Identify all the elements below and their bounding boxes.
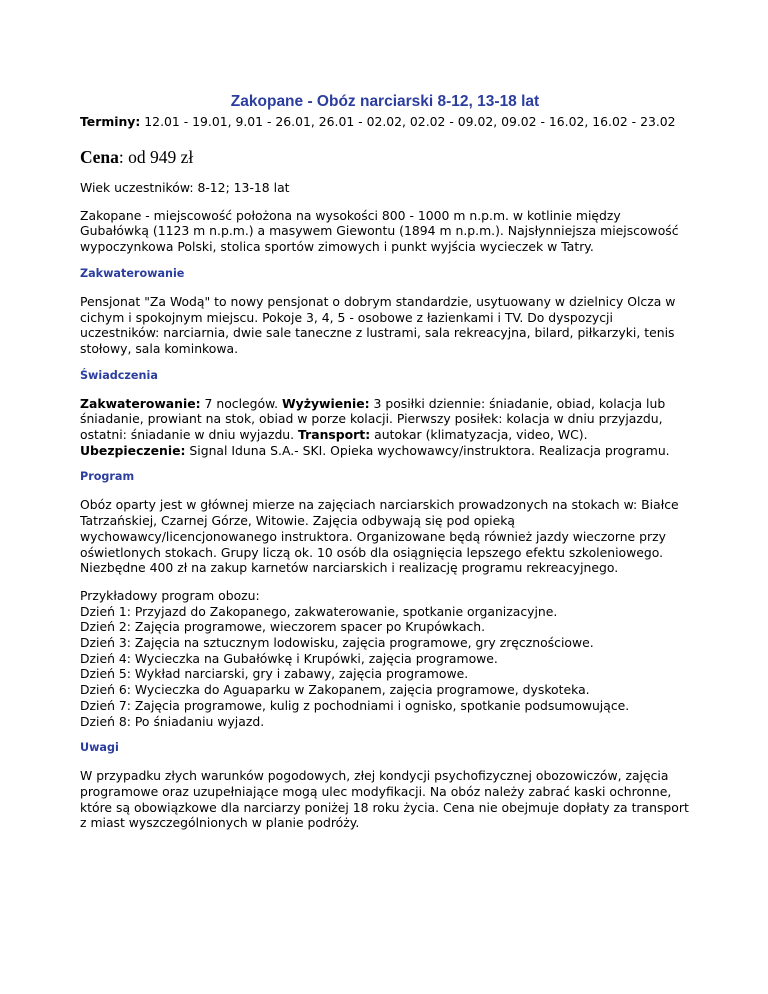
schedule-day: Dzień 5: Wykład narciarski, gry i zabawy, zajęcia programowe. bbox=[80, 666, 469, 682]
services-food-text: 3 posiłki dziennie: śniadanie, obiad, kolacja lub śniadanie, prowiant na stok, obiad w porze kolacji. Pierwszy posiłek: kolacja w dniu przyjazdu, ostatni: śniadanie w dniu wyjazdu. bbox=[80, 395, 666, 443]
schedule-day: Dzień 4: Wycieczka na Gubałówkę i Krupówki, zajęcia programowe. bbox=[80, 650, 498, 666]
services-food-label: Wyżywienie: bbox=[282, 395, 370, 411]
program-heading: Program bbox=[80, 470, 135, 484]
intro-paragraph: Zakopane - miejscowość położona na wysokości 800 - 1000 m n.p.m. w kotlinie między Gubałówką (1123 m n.p.m.) a masywem Giewontu (1894 m n.p.m.). Najsłynniejsza miejscowość wypoczynkowa Polski, stolica sportów zimowych i punkt wyjścia wycieczek w Tatry. bbox=[80, 207, 679, 255]
services-heading: Świadczenia bbox=[80, 368, 158, 382]
accommodation-paragraph: Pensjonat "Za Wodą" to nowy pensjonat o dobrym standardzie, usytuowany w dzielnicy Olcza w cichym i spokojnym miejscu. Pokoje 3, 4, 5 - osobowe z łazienkami i TV. Do dyspozycji uczestników: narciarnia, dwie sale taneczne z lustrami, sala rekreacyjna, bilard, piłkarzyki, tenis stołowy, sala kominkowa. bbox=[80, 293, 676, 356]
schedule-day: Dzień 1: Przyjazd do Zakopanego, zakwaterowanie, spotkanie organizacyjne. bbox=[80, 603, 558, 619]
terms-label: Terminy: bbox=[80, 114, 141, 129]
services-transport-label: Transport: bbox=[298, 427, 371, 443]
services-accommodation-label: Zakwaterowanie: bbox=[80, 395, 201, 411]
accommodation-heading: Zakwaterowanie bbox=[80, 266, 185, 280]
schedule-day: Dzień 6: Wycieczka do Aguaparku w Zakopanem, zajęcia programowe, dyskoteka. bbox=[80, 682, 590, 698]
services-insurance-text: Signal Iduna S.A.- SKI. Opieka wychowawcy/instruktora. Realizacja programu. bbox=[185, 442, 670, 458]
schedule-day: Dzień 2: Zajęcia programowe, wieczorem spacer po Krupówkach. bbox=[80, 619, 486, 635]
schedule-title: Przykładowy program obozu: bbox=[80, 587, 260, 603]
notes-heading: Uwagi bbox=[80, 741, 119, 755]
page-title: Zakopane - Obóz narciarski 8-12, 13-18 lat bbox=[230, 93, 540, 110]
document-page bbox=[80, 92, 690, 843]
schedule-day: Dzień 8: Po śniadaniu wyjazd. bbox=[80, 713, 265, 729]
program-paragraph: Obóz oparty jest w głównej mierze na zajęciach narciarskich prowadzonych na stokach w: Białce Tatrzańskiej, Czarnej Górze, Witowie. Zajęcia odbywają się pod opieką wychowawcy/licencjonowanego instruktora. Organizowane będą również jazdy wieczorne przy oświetlonych stokach. Grupy liczą ok. 10 osób dla osiągnięcia lepszego efektu szkoleniowego. Niezbędne 400 zł na zakup karnetów narciarskich i realizację programu rekreacyjnego. bbox=[80, 497, 679, 576]
services-insurance-label: Ubezpieczenie: bbox=[80, 442, 186, 458]
age-info: Wiek uczestników: 8-12; 13-18 lat bbox=[80, 180, 290, 195]
services-accommodation-text: 7 noclegów. bbox=[200, 395, 282, 411]
price-line bbox=[80, 146, 690, 168]
schedule-day: Dzień 3: Zajęcia na sztucznym lodowisku, zajęcia programowe, gry zręcznościowe. bbox=[80, 635, 594, 651]
schedule-day: Dzień 7: Zajęcia programowe, kulig z pochodniami i ognisko, spotkanie podsumowujące. bbox=[80, 697, 630, 713]
notes-paragraph: W przypadku złych warunków pogodowych, złej kondycji psychofizycznej obozowiczów, zajęcia programowe oraz uzupełniające mogą ulec modyfikacji. Na obóz należy zabrać kaski ochronne, które są obowiązkowe dla narciarzy poniżej 18 roku życia. Cena nie obejmuje dopłaty za transport z miast wyszczególnionych w planie podróży. bbox=[80, 768, 689, 831]
terms-value: 12.01 - 19.01, 9.01 - 26.01, 26.01 - 02.02, 02.02 - 09.02, 09.02 - 16.02, 16.02 - 23.02 bbox=[144, 114, 676, 129]
services-transport-text: autokar (klimatyzacja, video, WC). bbox=[370, 427, 588, 443]
terms-line bbox=[80, 114, 690, 130]
price-label: Cena bbox=[80, 147, 119, 167]
program-schedule bbox=[80, 588, 690, 729]
services-paragraph bbox=[80, 396, 690, 459]
price-value: : od 949 zł bbox=[118, 147, 194, 167]
